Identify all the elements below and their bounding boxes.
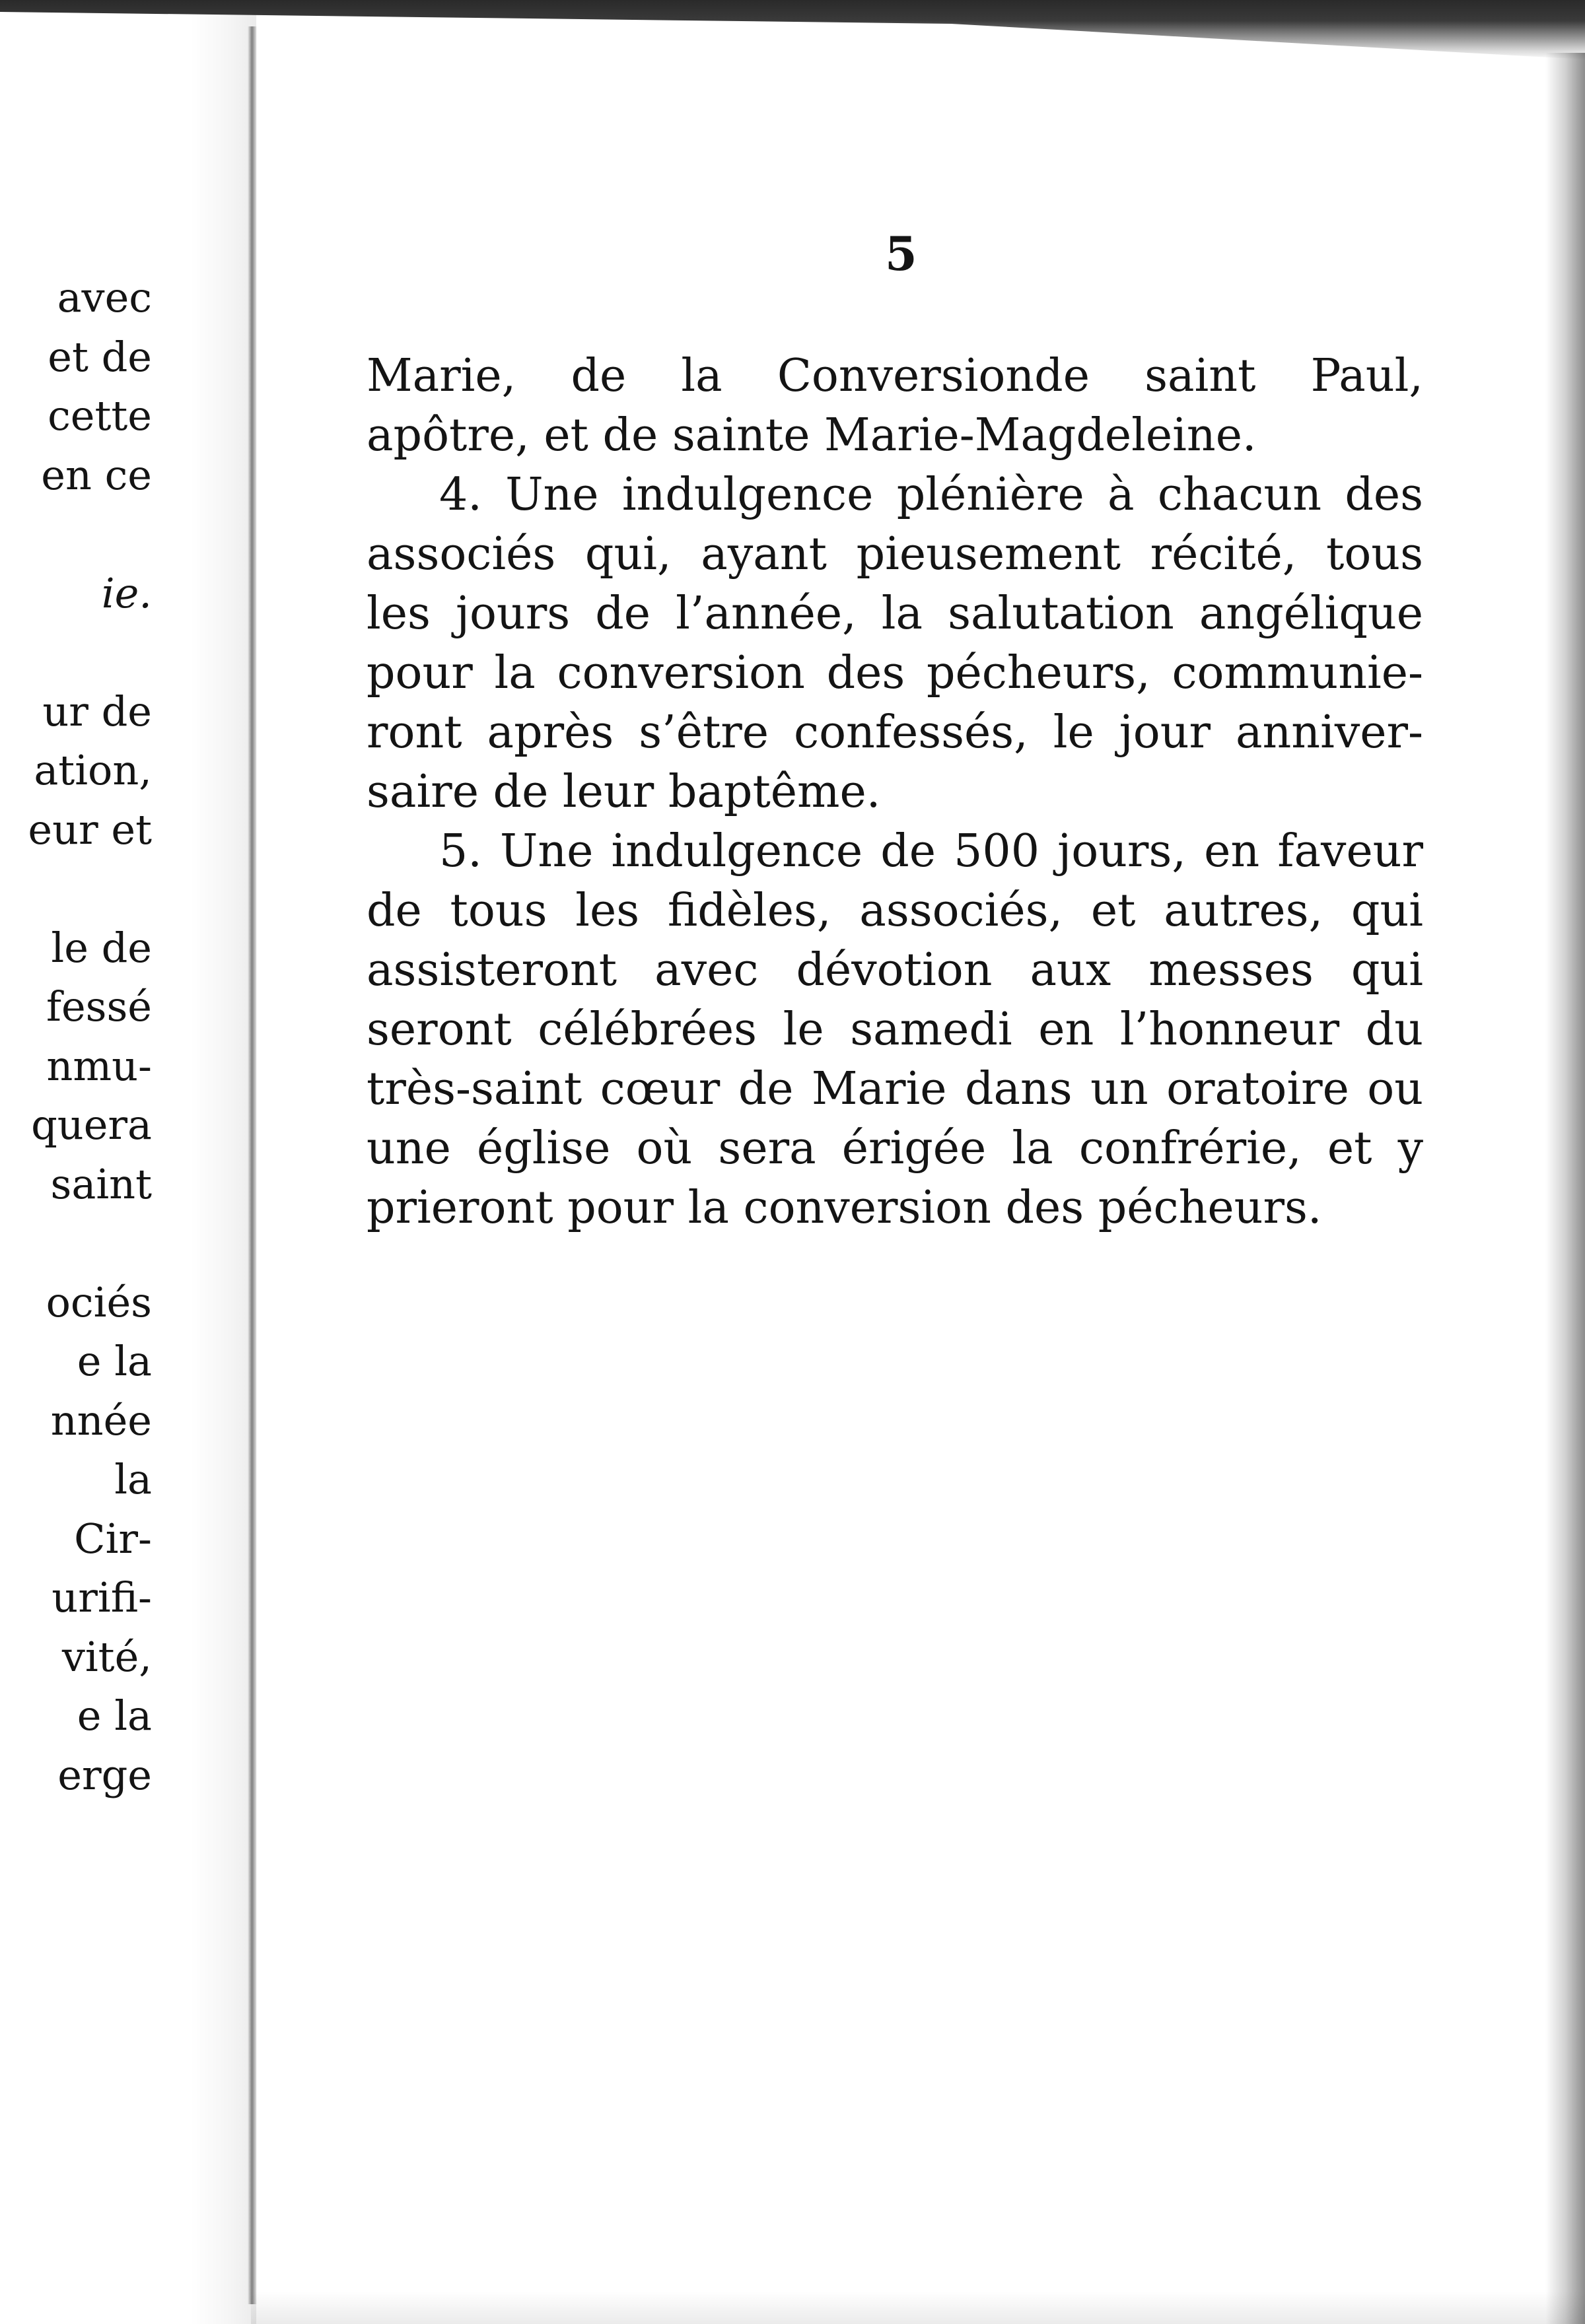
book-gutter xyxy=(248,26,257,2304)
body-line-6: pour la conversion des pécheurs, communie- xyxy=(367,647,1423,699)
page-body xyxy=(367,347,1423,1238)
body-line-7: ront après s’être confessés, le jour anniver- xyxy=(367,706,1423,759)
body-line-9: 5. Une indulgence de 500 jours, en faveur xyxy=(439,825,1423,877)
left-page-line: la xyxy=(114,1455,152,1503)
body-line-13: très-saint cœur de Marie dans un oratoire ou xyxy=(367,1063,1423,1115)
left-page-line: saint xyxy=(50,1159,152,1208)
scan-right-edge xyxy=(1545,53,1585,2324)
body-line-15: prieront pour la conversion des pécheurs. xyxy=(367,1182,1322,1234)
left-page-line: avec xyxy=(57,273,152,322)
gutter-shadow xyxy=(190,0,256,2324)
body-line-12: seront célébrées le samedi en l’honneur du xyxy=(367,1004,1423,1056)
left-page-line: ie. xyxy=(101,568,152,617)
left-page-line: cette xyxy=(48,392,152,440)
left-page-line: nnée xyxy=(50,1396,152,1445)
body-line-5: les jours de l’année, la salutation angélique xyxy=(367,588,1423,640)
body-line-10: de tous les fidèles, associés, et autres, qui xyxy=(367,885,1423,937)
left-page-line: vité, xyxy=(61,1632,152,1681)
left-page-line: quera xyxy=(31,1101,152,1149)
body-line-8: saire de leur baptême. xyxy=(367,766,881,818)
scan-bottom-edge xyxy=(251,2291,1585,2324)
body-line-3: 4. Une indulgence plénière à chacun des xyxy=(439,469,1423,521)
left-page-line: ation, xyxy=(34,746,152,794)
left-page-line: en ce xyxy=(41,450,152,499)
left-page-line: nmu- xyxy=(46,1041,152,1090)
body-line-2: apôtre, et de sainte Marie-Magdeleine. xyxy=(367,409,1257,461)
left-page-line: ociés xyxy=(46,1278,152,1326)
left-page-line: urifi- xyxy=(52,1573,152,1622)
page-number: 5 xyxy=(885,226,917,281)
left-page-line: e la xyxy=(77,1692,152,1740)
body-line-11: assisteront avec dévotion aux messes qui xyxy=(367,944,1423,996)
left-page-line: ur de xyxy=(42,687,152,735)
body-line-14: une église où sera érigée la confrérie, et y xyxy=(367,1122,1423,1175)
left-page-line: et de xyxy=(48,332,152,381)
left-page-line: erge xyxy=(57,1750,152,1799)
body-line-4: associés qui, ayant pieusement récité, tous xyxy=(367,528,1423,580)
left-page-line: fessé xyxy=(46,982,152,1031)
left-page-line: le de xyxy=(51,923,152,972)
left-page-line: e la xyxy=(77,1337,152,1385)
body-line-1: Marie, de la Conversionde saint Paul, xyxy=(367,350,1423,402)
left-page-line: eur et xyxy=(28,805,152,854)
left-page-line: Cir- xyxy=(74,1514,152,1563)
